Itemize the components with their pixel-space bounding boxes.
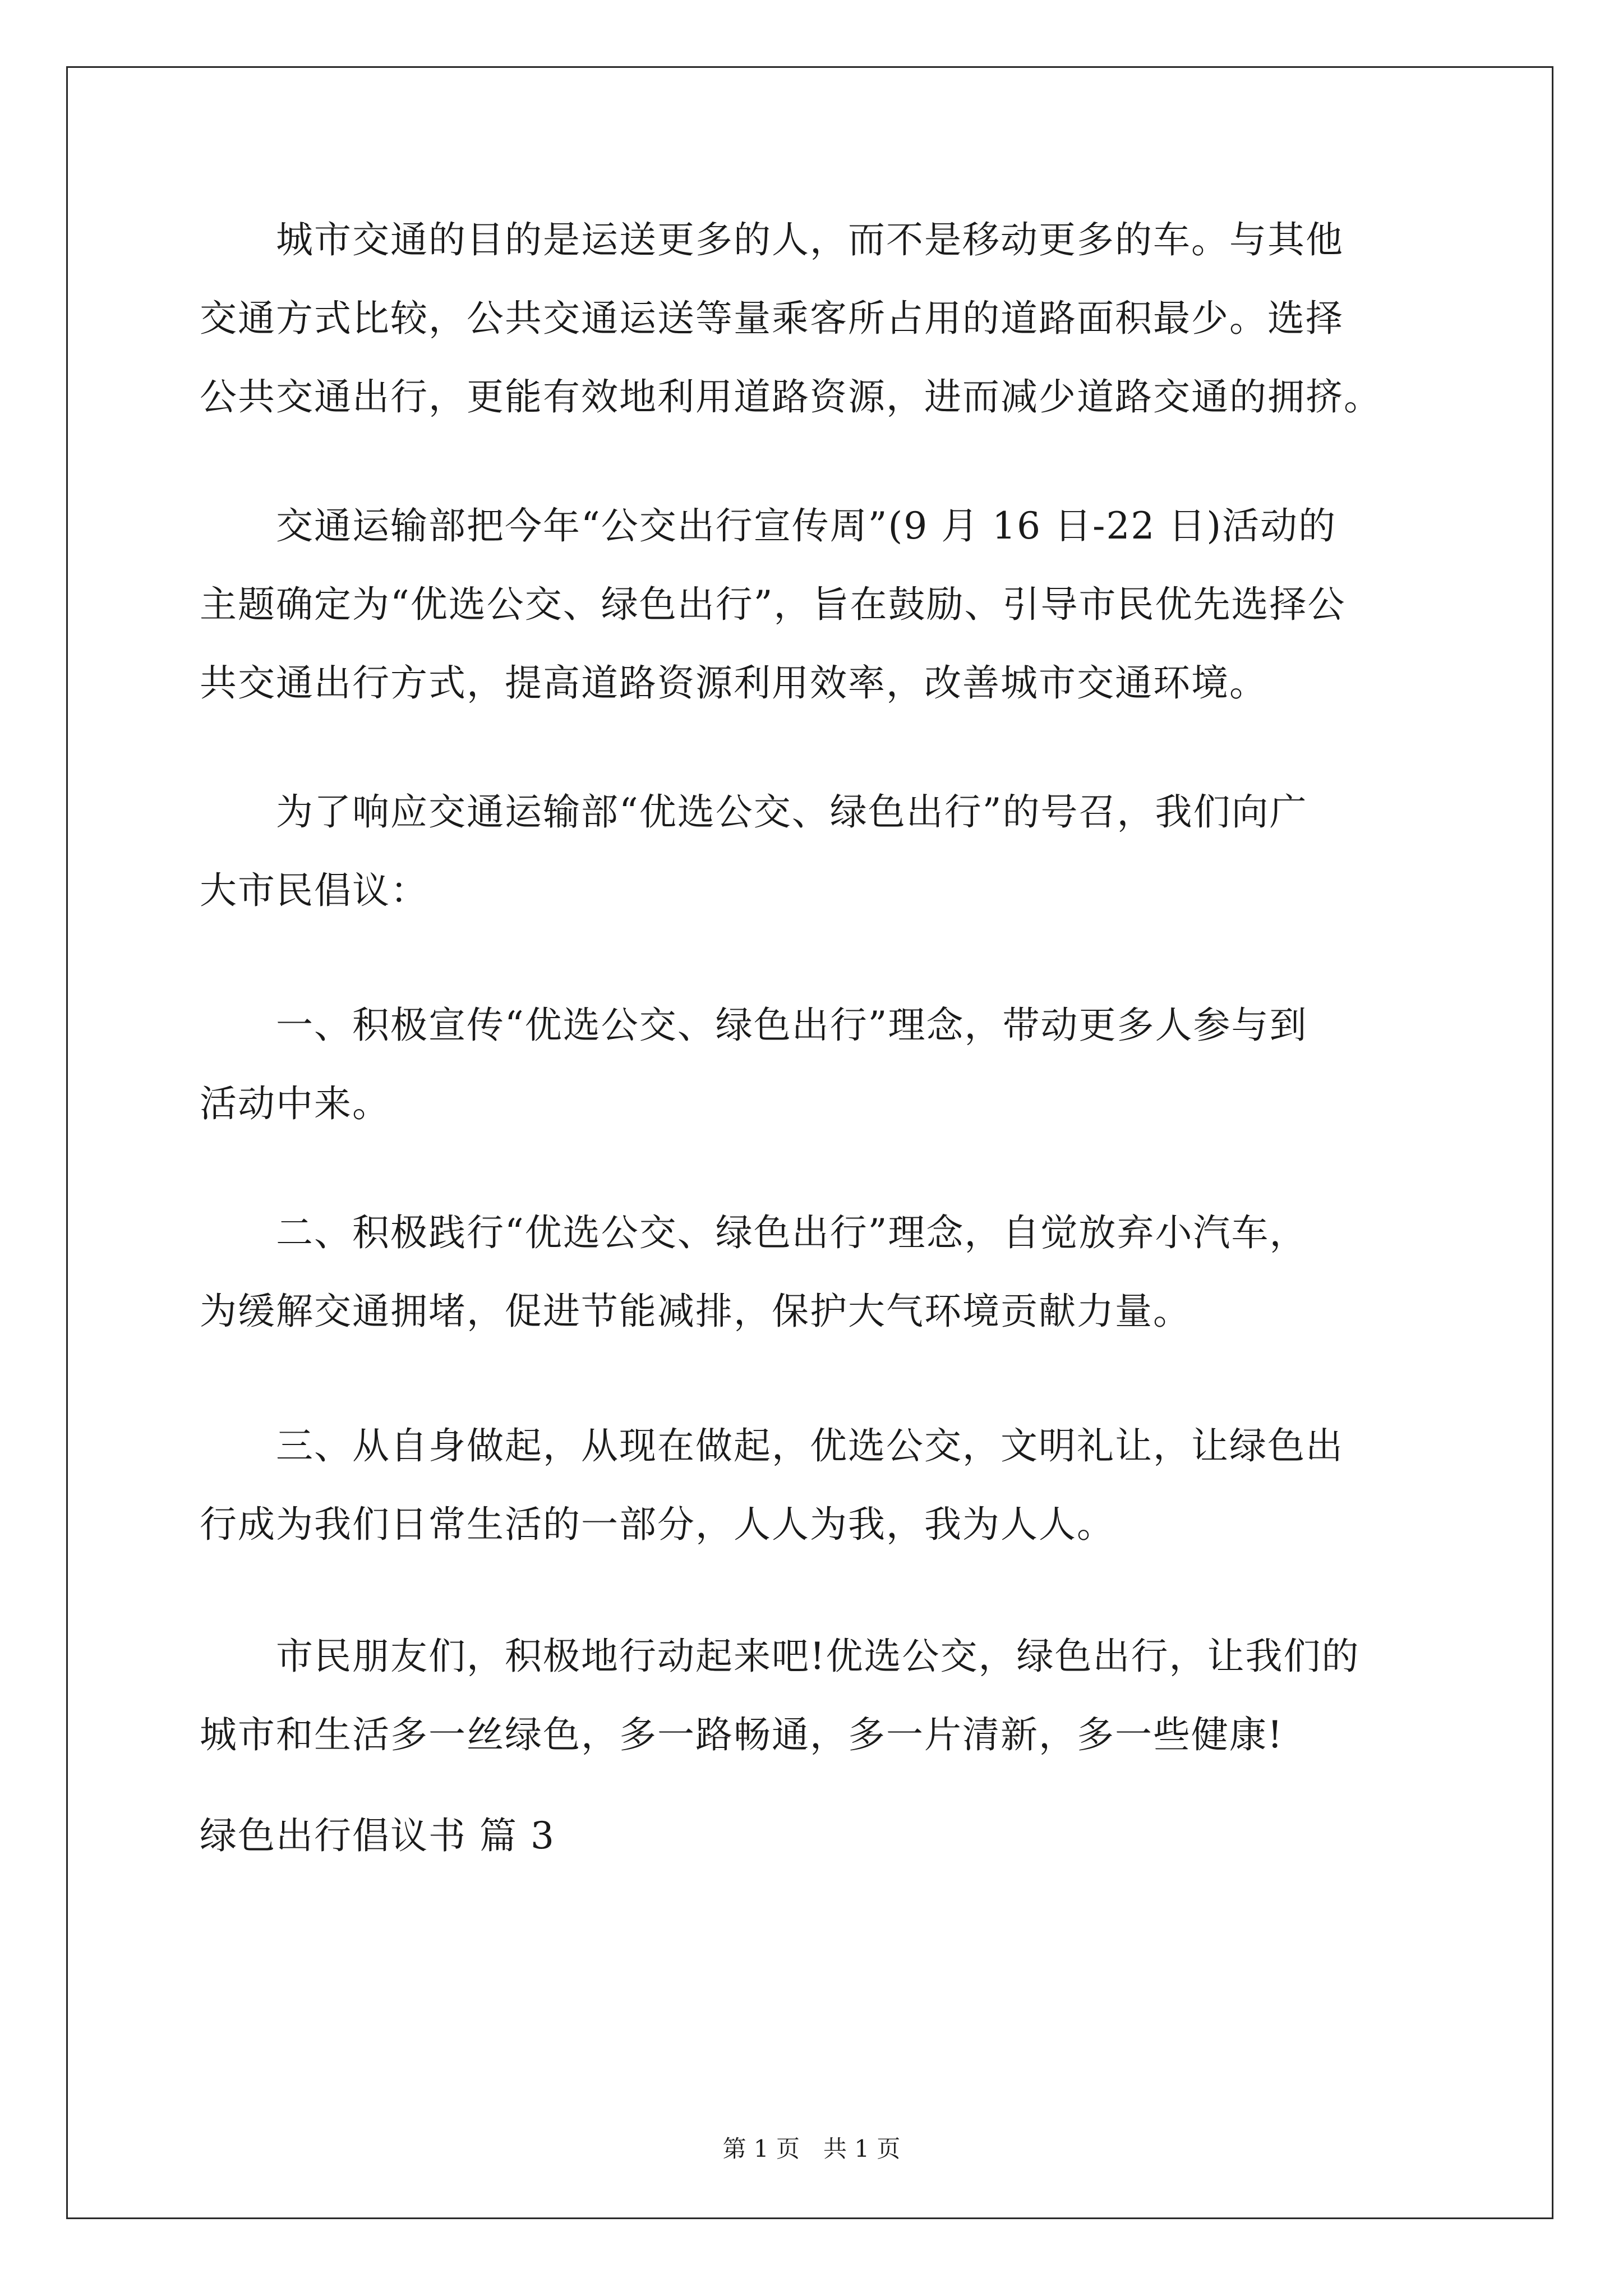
paragraph-4-line-1: 一、积极宣传“优选公交、绿色出行”理念，带动更多人参与到 xyxy=(200,1004,1308,1047)
paragraph-7-line-2: 城市和生活多一丝绿色，多一路畅通，多一片清新，多一些健康! xyxy=(200,1713,1284,1756)
paragraph-5-line-2: 为缓解交通拥堵，促进节能减排，保护大气环境贡献力量。 xyxy=(200,1290,1191,1333)
paragraph-6-line-1: 三、从自身做起，从现在做起，优选公交，文明礼让，让绿色出 xyxy=(200,1424,1344,1467)
section-heading: 绿色出行倡议书 篇 3 xyxy=(200,1814,555,1857)
paragraph-3-line-2: 大市民倡议： xyxy=(200,869,428,912)
paragraph-5-line-1: 二、积极践行“优选公交、绿色出行”理念，自觉放弃小汽车， xyxy=(200,1211,1308,1254)
paragraph-1-line-2: 交通方式比较，公共交通运送等量乘客所占用的道路面积最少。选择 xyxy=(200,297,1344,340)
paragraph-7-line-1: 市民朋友们，积极地行动起来吧!优选公交，绿色出行，让我们的 xyxy=(200,1635,1360,1678)
paragraph-1-line-3: 公共交通出行，更能有效地利用道路资源，进而减少道路交通的拥挤。 xyxy=(200,375,1382,418)
page-footer: 第 1 页 共 1 页 xyxy=(722,2135,901,2162)
paragraph-2-line-1: 交通运输部把今年“公交出行宣传周”(9 月 16 日-22 日)活动的 xyxy=(200,504,1337,547)
paragraph-2-line-3: 共交通出行方式，提高道路资源利用效率，改善城市交通环境。 xyxy=(200,661,1267,705)
paragraph-1-line-1: 城市交通的目的是运送更多的人，而不是移动更多的车。与其他 xyxy=(200,218,1344,261)
paragraph-6-line-2: 行成为我们日常生活的一部分，人人为我，我为人人。 xyxy=(200,1503,1115,1546)
paragraph-4-line-2: 活动中来。 xyxy=(200,1082,390,1125)
paragraph-2-line-2: 主题确定为“优选公交、绿色出行”，旨在鼓励、引导市民优先选择公 xyxy=(200,583,1346,626)
paragraph-3-line-1: 为了响应交通运输部“优选公交、绿色出行”的号召，我们向广 xyxy=(200,790,1308,834)
